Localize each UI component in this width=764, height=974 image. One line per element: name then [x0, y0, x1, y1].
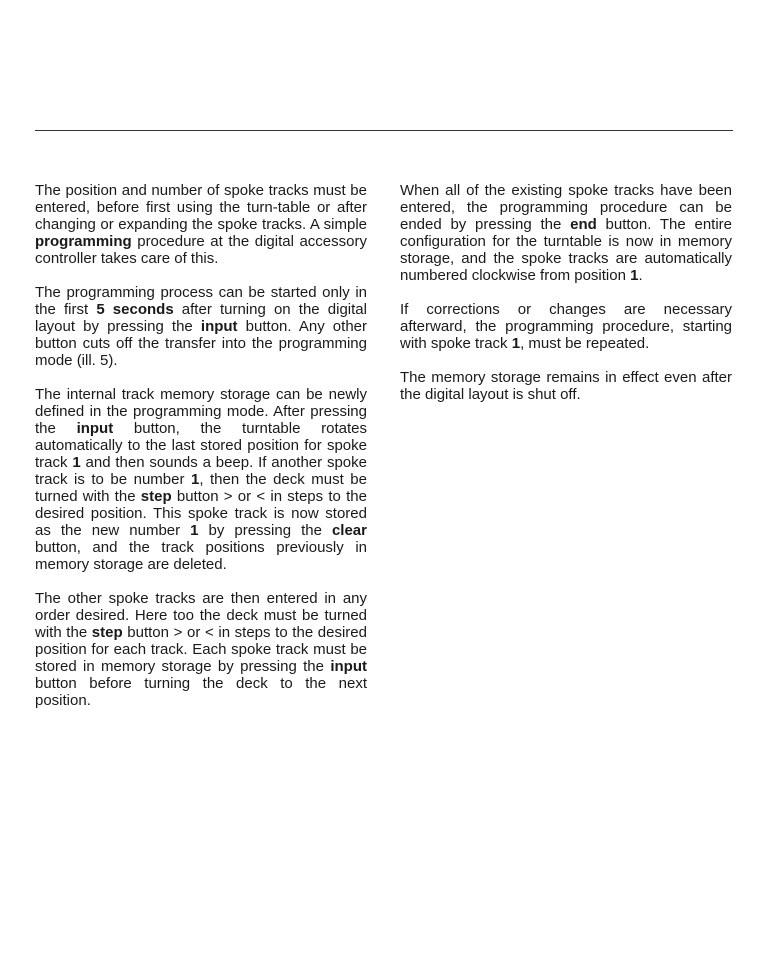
text-span: The internal track memory storage can be newly defined in the programming mode. After pressing the	[35, 386, 367, 437]
bold-term: 1	[190, 471, 200, 488]
text-span: button, the turntable rotates automatically to the last stored position for spoke track	[35, 420, 367, 471]
bold-term: 1	[630, 267, 639, 284]
paragraph-programming-start	[35, 284, 367, 369]
text-span: , then the deck must be turned with the	[35, 471, 367, 505]
paragraph-memory-storage	[35, 386, 367, 573]
paragraph-end-procedure	[400, 182, 732, 284]
text-span: .	[638, 267, 643, 284]
header-rule	[35, 130, 733, 131]
paragraph-corrections	[400, 301, 732, 352]
text-span: and then sounds a beep. If another spoke track is to be number	[35, 454, 367, 488]
text-span: button. Any other button cuts off the transfer into the programming mode (ill. 5).	[35, 318, 367, 369]
text-span: If corrections or changes are necessary afterward, the programming procedure, starting with spoke track	[400, 301, 732, 352]
text-span: button > or < in steps to the desired position for each track. Each spoke track must be stored in memory storage by pressing the	[35, 624, 367, 675]
bold-term: input	[200, 318, 238, 335]
bold-term: 1	[72, 454, 81, 471]
text-span: The position and number of spoke tracks must be entered, before first using the turn-table or after changing or expanding the spoke tracks. A simple	[35, 182, 367, 233]
text-span: by pressing the	[198, 522, 332, 539]
bold-term: end	[570, 216, 597, 233]
paragraph-other-tracks	[35, 590, 367, 709]
text-span: procedure at the digital accessory controller takes care of this.	[35, 233, 367, 267]
text-span: , must be repeated.	[520, 335, 650, 352]
left-column	[35, 182, 367, 726]
bold-term: clear	[331, 522, 367, 539]
text-span: button, and the track positions previously in memory storage are deleted.	[35, 539, 367, 573]
text-span: button. The entire configuration for the turntable is now in memory storage, and the spoke tracks are automatically numbered clockwise from position	[400, 216, 732, 284]
bold-term: input	[76, 420, 114, 437]
text-span: button before turning the deck to the next position.	[35, 675, 367, 709]
text-span: button > or < in steps to the desired position. This spoke track is now stored as the new number	[35, 488, 367, 539]
text-span: after turning on the digital layout by pressing the	[35, 301, 367, 335]
paragraph-memory-persistence	[400, 369, 732, 403]
text-span: When all of the existing spoke tracks have been entered, the programming procedure can be ended by pressing the	[400, 182, 732, 233]
bold-term: programming	[35, 233, 132, 250]
bold-term: step	[91, 624, 123, 641]
text-span: The other spoke tracks are then entered in any order desired. Here too the deck must be turned with the	[35, 590, 367, 641]
right-column	[400, 182, 732, 420]
bold-term: 1	[190, 522, 199, 539]
text-span: The programming process can be started only in the first	[35, 284, 367, 318]
bold-term: 1	[511, 335, 521, 352]
paragraph-programming-intro	[35, 182, 367, 267]
bold-term: step	[140, 488, 172, 505]
text-span: The memory storage remains in effect even after the digital layout is shut off.	[400, 369, 732, 403]
bold-term: input	[330, 658, 367, 675]
bold-term: 5 seconds	[96, 301, 174, 318]
